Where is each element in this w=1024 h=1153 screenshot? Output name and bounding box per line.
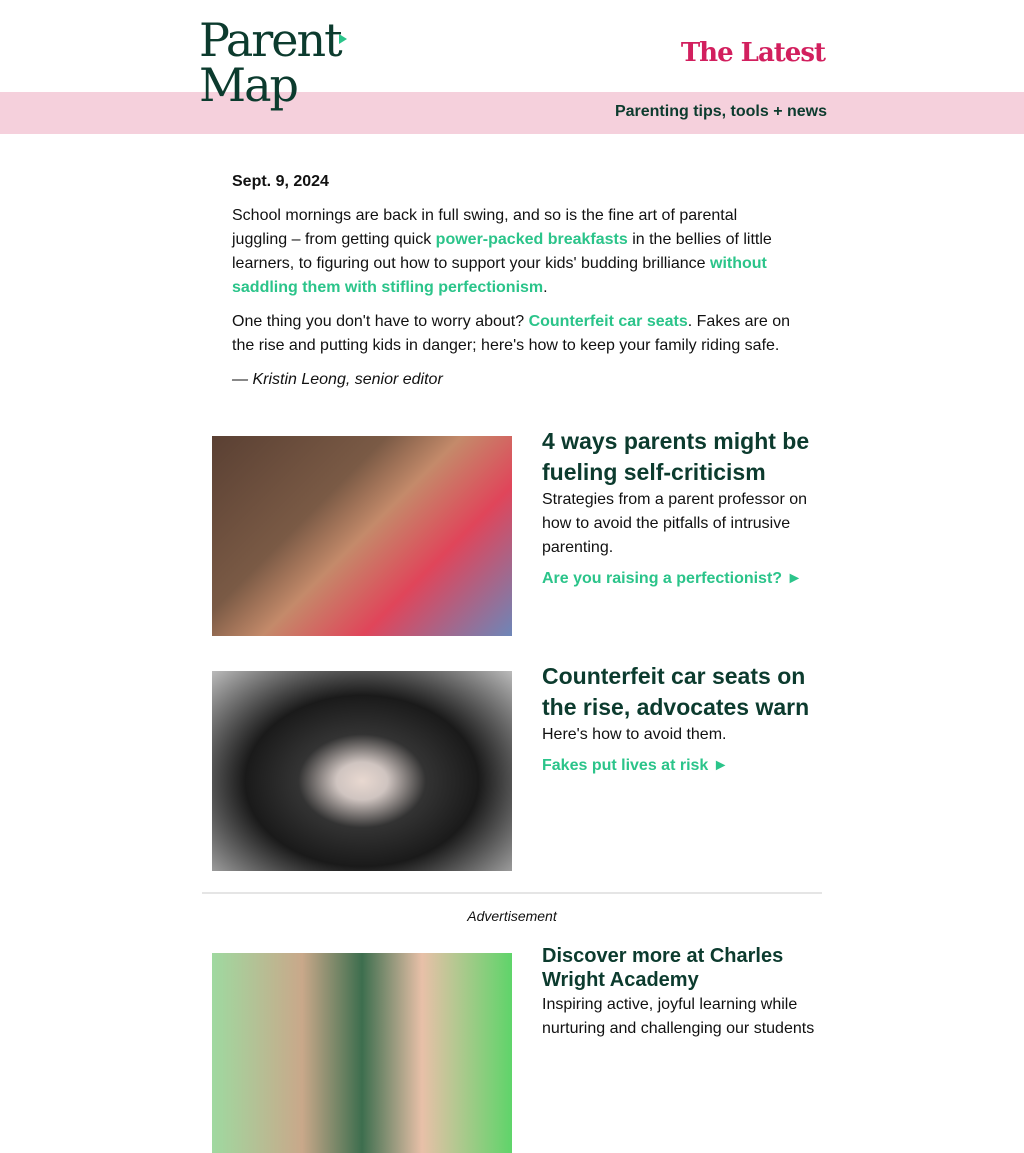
text: School mornings are back in full swing, and so is the fine art of parental juggling – from getting quick [232,207,738,248]
article-summary: Here's how to avoid them. [542,726,727,743]
logo-text-1: Parent [199,13,341,67]
article-link[interactable]: Are you raising a perfectionist? ► [542,570,803,587]
ad-title[interactable]: Discover more at Charles Wright Academy [542,945,784,991]
intro-paragraph-1 [232,204,792,300]
article-link[interactable]: Fakes put lives at risk ► [542,757,729,774]
car-seats-link[interactable]: Counterfeit car seats [528,313,688,330]
date: Sept. 9, 2024 [232,173,329,190]
text: in the bellies of little learners, to figuring out how to support your kids' budding brilliance [232,231,772,272]
newsletter-title: The Latest [680,38,825,68]
tagline: Parenting tips, tools + news [614,103,827,120]
article-summary: Strategies from a parent professor on how to avoid the pitfalls of intrusive parenting. [542,491,808,556]
advertisement-label: Advertisement [467,908,557,924]
ad-summary: Inspiring active, joyful learning while nurturing and challenging our students [542,996,815,1037]
breakfasts-link[interactable]: power-packed breakfasts [435,231,628,248]
tagline-band [0,92,1024,134]
text: . Fakes are on the rise and putting kids in danger; here's how to keep your family riding safe. [232,313,791,354]
parentmap-logo[interactable] [199,13,341,112]
text: One thing you don't have to worry about? [232,313,529,330]
editor-intro [232,170,792,402]
article-title[interactable]: Counterfeit car seats on the rise, advocates warn [542,663,810,720]
students-cheering-image[interactable] [212,953,512,1153]
article-title[interactable]: 4 ways parents might be fueling self-criticism [542,428,810,485]
logo-text-2: Map [199,58,297,112]
infant-car-seat-image[interactable] [212,671,512,871]
boy-with-tablet-image[interactable] [212,436,512,636]
play-triangle-icon [339,34,347,44]
perfectionism-link[interactable]: without saddling them with stifling perfectionism [232,255,767,296]
divider [202,892,822,894]
text: . [543,279,548,296]
signature: — Kristin Leong, senior editor [232,371,443,388]
intro-paragraph-2 [232,310,792,358]
